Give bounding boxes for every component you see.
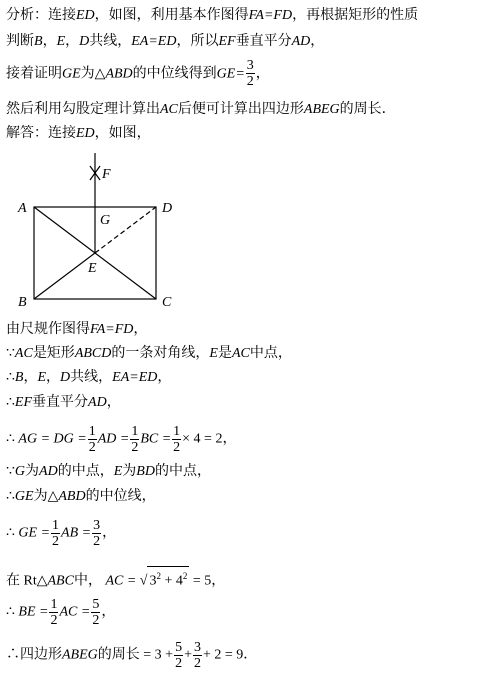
math-expr: AC = — [105, 573, 137, 589]
text: 为 — [25, 463, 40, 479]
text: 垂直平分 — [32, 394, 89, 410]
text: 的中点， — [57, 463, 114, 479]
text: 连接 — [48, 125, 76, 141]
therefore-symbol: ∴ — [6, 488, 15, 504]
text: 然后利用勾股定理计算出 — [6, 101, 160, 117]
fraction — [130, 424, 139, 455]
text: = 5， — [192, 573, 226, 589]
text: 的中点， — [154, 463, 211, 479]
text: ∴四边形 — [6, 647, 62, 663]
fraction — [92, 518, 101, 549]
math-var: ABD — [105, 66, 133, 82]
step-2 — [6, 344, 292, 363]
step-8 — [6, 518, 116, 549]
text: ， — [106, 394, 121, 410]
segment-be — [34, 253, 95, 299]
math-expr: BE = — [18, 604, 49, 620]
numerator: 1 — [131, 424, 139, 439]
math-var: BD — [136, 464, 155, 479]
text: 为△ — [80, 65, 106, 82]
text: ， — [101, 604, 116, 620]
text: × 4 = 2， — [182, 431, 237, 447]
math-var: E — [209, 346, 218, 361]
math-var: ABC — [47, 573, 74, 589]
numerator: 1 — [173, 424, 181, 439]
math-var: AD — [88, 395, 107, 410]
fraction — [88, 424, 97, 455]
fraction — [174, 640, 183, 671]
solution-label: 解答： — [6, 125, 48, 141]
because-symbol: ∵ — [6, 463, 15, 479]
numerator: 5 — [92, 597, 100, 612]
text: ， — [42, 33, 57, 49]
math-expr: AD = — [97, 431, 130, 447]
denominator: 2 — [173, 440, 181, 455]
math-var: ED — [76, 8, 95, 23]
therefore-symbol: ∴ — [6, 394, 15, 410]
denominator: 2 — [246, 74, 254, 89]
numerator: 3 — [246, 58, 254, 73]
math-var: E — [56, 34, 66, 49]
step-9: 在 Rt△ABC中， AC = √ $3^2 + 4^2 = 5$， — [6, 566, 225, 591]
text: 后便可计算出四边形 — [177, 101, 304, 117]
text: 为 — [122, 463, 137, 479]
denominator: 2 — [93, 534, 101, 549]
math-var: ABEG — [303, 102, 340, 117]
text: 垂直平分 — [235, 33, 292, 49]
text: ， — [65, 33, 80, 49]
math-var: G — [14, 464, 26, 479]
label-a: A — [18, 201, 27, 216]
denominator: 2 — [88, 440, 96, 455]
fraction — [91, 597, 100, 628]
math-expr: FA=FD — [248, 8, 293, 23]
math-var: GE — [62, 66, 81, 82]
text: 共线， — [70, 369, 113, 385]
label-g: G — [100, 213, 111, 228]
numerator: 3 — [93, 518, 101, 533]
math-var: E — [37, 370, 47, 385]
math-var: ED — [76, 126, 95, 141]
math-var: AD — [39, 464, 58, 479]
text: 共线， — [89, 33, 132, 49]
text: 中， — [73, 573, 102, 589]
step-4 — [6, 393, 121, 412]
fraction — [49, 597, 58, 628]
text: + 2 = 9． — [202, 647, 258, 663]
therefore-symbol: ∴ — [6, 431, 15, 447]
text: ， — [255, 65, 270, 82]
math-var: ABEG — [62, 647, 98, 663]
math-var: D — [60, 370, 71, 385]
therefore-symbol: ∴ — [6, 604, 15, 620]
exponent: 2 — [156, 571, 161, 581]
label-b: B — [18, 295, 27, 310]
text: ， — [46, 369, 61, 385]
math-var: AC — [14, 346, 33, 361]
text: 是 — [217, 345, 232, 361]
numerator: 5 — [175, 640, 183, 655]
math-var: ABD — [58, 489, 86, 504]
text: 中点， — [249, 345, 292, 361]
fraction — [51, 518, 60, 549]
denominator: 2 — [131, 440, 139, 455]
analysis-label: 分析： — [6, 7, 48, 23]
text: 的中位线得到 — [132, 65, 217, 82]
step-5 — [6, 424, 236, 455]
step-11 — [6, 640, 257, 671]
step-6 — [6, 462, 211, 481]
numerator: 1 — [88, 424, 96, 439]
math-expr: AG = DG = — [18, 431, 87, 447]
text: ， — [23, 369, 38, 385]
math-var: D — [79, 34, 90, 49]
step-1 — [6, 320, 147, 339]
fraction — [193, 640, 202, 671]
math-var: AD — [291, 34, 311, 49]
denominator: 2 — [92, 613, 100, 628]
text: ，所以 — [176, 33, 219, 49]
label-d: D — [162, 201, 173, 216]
math-var: ABCD — [74, 346, 112, 361]
text: 为△ — [33, 488, 59, 504]
because-symbol: ∵ — [6, 345, 15, 361]
denominator: 2 — [193, 656, 201, 671]
math-expr: GE= — [216, 66, 245, 82]
text: ，如图， — [94, 125, 151, 141]
label-c: C — [162, 295, 172, 310]
numerator: 1 — [52, 518, 60, 533]
text: ， — [102, 525, 117, 541]
text: 的周长 = 3 + — [97, 647, 174, 663]
math-expr: GE = — [18, 525, 51, 541]
text: 由尺规作图得 — [6, 321, 90, 337]
therefore-symbol: ∴ — [6, 369, 15, 385]
therefore-symbol: ∴ — [6, 525, 15, 541]
math-expr: EA=ED — [131, 34, 177, 49]
text: + 4 — [160, 573, 183, 589]
numerator: 3 — [193, 640, 201, 655]
text: ， — [310, 33, 325, 49]
text: 的周长． — [339, 101, 396, 117]
text: 判断 — [6, 33, 34, 49]
math-expr: EA=ED — [112, 370, 158, 385]
text: 连接 — [48, 7, 76, 23]
math-var: E — [113, 464, 123, 479]
text: ， — [133, 321, 148, 337]
step-7 — [6, 487, 156, 506]
exponent: 2 — [182, 571, 188, 581]
label-f: F — [102, 167, 111, 182]
math-expr: FA=FD — [90, 322, 134, 337]
text: 的中位线， — [85, 488, 156, 504]
denominator: 2 — [175, 656, 183, 671]
math-var: B — [14, 370, 24, 385]
denominator: 2 — [52, 534, 60, 549]
sqrt-radicand — [147, 566, 189, 591]
math-var: AC — [231, 346, 250, 361]
math-var: GE — [14, 489, 34, 504]
math-var: EF — [14, 395, 33, 410]
text: ， — [157, 369, 172, 385]
math-var: AC — [160, 102, 178, 117]
text: 是矩形 — [32, 345, 75, 361]
text: 接着证明 — [6, 65, 62, 82]
fraction — [172, 424, 181, 455]
step-3 — [6, 368, 171, 387]
text: + — [184, 647, 192, 663]
label-e: E — [88, 261, 97, 276]
math-var: B — [34, 34, 43, 49]
text: 的一条对角线， — [111, 345, 210, 361]
text: ，如图，利用基本作图得 — [94, 7, 249, 23]
denominator: 2 — [50, 613, 58, 628]
base: 3 — [149, 573, 157, 589]
text: 在 Rt△ — [6, 573, 48, 589]
math-expr: BC = — [140, 431, 172, 447]
step-10 — [6, 597, 115, 628]
math-var: EF — [218, 34, 236, 49]
text: ，再根据矩形的性质 — [292, 7, 419, 23]
math-expr: AB = — [61, 525, 92, 541]
math-expr: AC = — [59, 604, 91, 620]
numerator: 1 — [50, 597, 58, 612]
